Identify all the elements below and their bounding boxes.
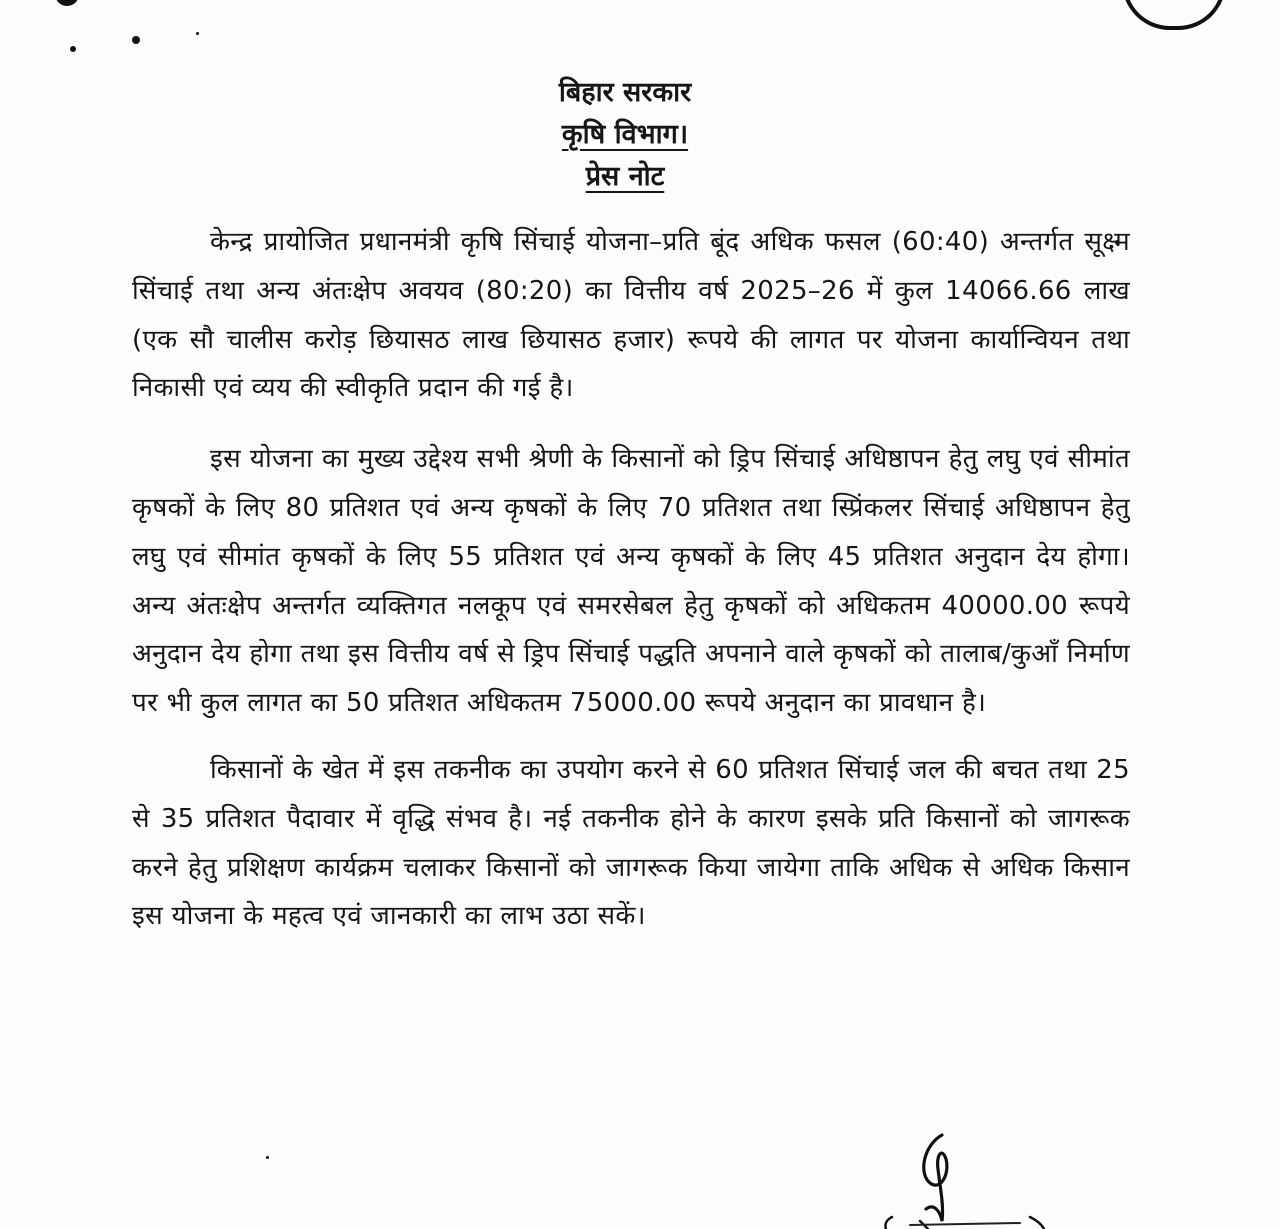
ink-dot-icon <box>196 32 199 35</box>
handwritten-signature-icon <box>880 1125 1080 1229</box>
ink-dot-icon <box>132 36 140 44</box>
ink-dot-icon <box>70 46 76 52</box>
document-type-text: प्रेस नोट <box>585 161 665 192</box>
paragraph-approval: केन्द्र प्रायोजित प्रधानमंत्री कृषि सिंचाई योजना–प्रति बूंद अधिक फसल (60:40) अन्तर्गत सूक्ष्म सिंचाई तथा अन्य अंतःक्षेप अवयव (80:20) का वित्तीय वर्ष 2025–26 में कुल 14066.66 लाख (एक सौ चालीस करोड़ छियासठ लाख छियासठ हजार) रूपये की लागत पर योजना कार्यान्वियन तथा निकासी एवं व्यय की स्वीकृति प्रदान की गई है। <box>132 227 1130 404</box>
ink-blot-icon <box>55 0 79 6</box>
stamp-fragment-icon <box>1122 0 1226 30</box>
document-body <box>132 218 1130 963</box>
department-name-text: कृषि विभाग। <box>561 119 689 150</box>
document-header <box>0 72 1250 198</box>
ink-dot-icon <box>266 1156 269 1159</box>
paragraph-objective: इस योजना का मुख्य उद्देश्य सभी श्रेणी के किसानों को ड्रिप सिंचाई अधिष्ठापन हेतु लघु एवं सीमांत कृषकों के लिए 80 प्रतिशत एवं अन्य कृषकों के लिए 70 प्रतिशत तथा स्प्रिंकलर सिंचाई अधिष्ठापन हेतु लघु एवं सीमांत कृषकों के लिए 55 प्रतिशत एवं अन्य कृषकों के लिए 45 प्रतिशत अनुदान देय होगा। अन्य अंतःक्षेप अन्तर्गत व्यक्तिगत नलकूप एवं समरसेबल हेतु कृषकों को अधिकतम 40000.00 रूपये अनुदान देय होगा तथा इस वित्तीय वर्ष से ड्रिप सिंचाई पद्धति अपनाने वाले कृषकों को तालाब/कुआँ निर्माण पर भी कुल लागत का 50 प्रतिशत अधिकतम 75000.00 रूपये अनुदान का प्रावधान है। <box>132 444 1130 719</box>
document-type <box>0 156 1250 198</box>
department-name <box>0 114 1250 156</box>
paragraph-benefits: किसानों के खेत में इस तकनीक का उपयोग करने से 60 प्रतिशत सिंचाई जल की बचत तथा 25 से 35 प्रतिशत पैदावार में वृद्धि संभव है। नई तकनीक होने के कारण इसके प्रति किसानों को जागरूक करने हेतु प्रशिक्षण कार्यक्रम चलाकर किसानों को जागरूक किया जायेगा ताकि अधिक से अधिक किसान इस योजना के महत्व एवं जानकारी का लाभ उठा सकें। <box>132 754 1130 932</box>
government-name: बिहार सरकार <box>558 77 692 108</box>
